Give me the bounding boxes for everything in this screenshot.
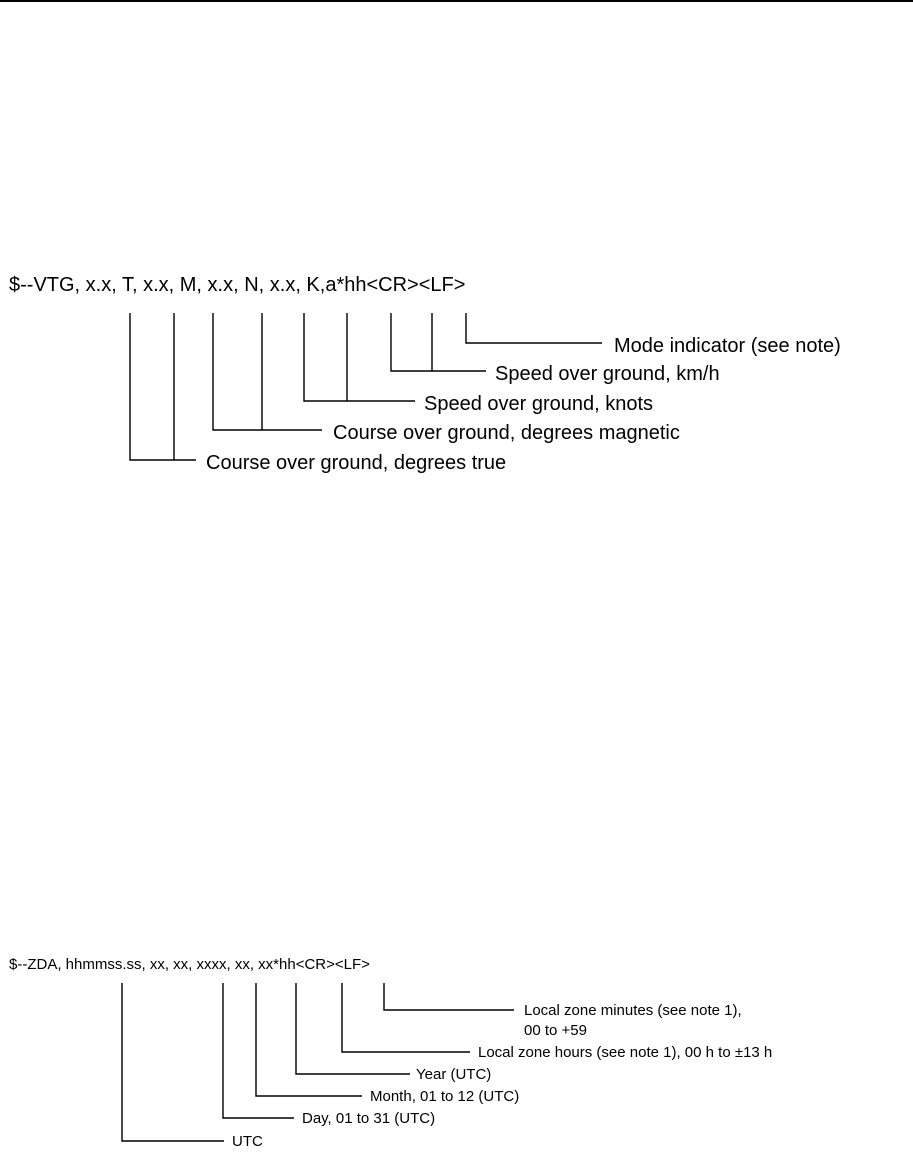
vtg-course-true-label: Course over ground, degrees true [206,452,507,474]
zda-zone-minutes-leader [384,983,514,1010]
zda-year-leader [296,983,410,1074]
zda-day-label: Day, 01 to 31 (UTC) [302,1110,436,1127]
zda-utc-label: UTC [232,1133,263,1150]
vtg-speed-kmh-leader [391,313,486,371]
vtg-course-magnetic-label: Course over ground, degrees magnetic [333,422,680,444]
zda-diagram [9,956,772,1150]
vtg-mode-label: Mode indicator (see note) [614,335,841,357]
zda-zone-hours-label: Local zone hours (see note 1), 00 h to ±13 h [478,1044,773,1061]
zda-sentence: $--ZDA, hhmmss.ss, xx, xx, xxxx, xx, xx*hh<CR><LF> [9,956,370,973]
vtg-sentence: $--VTG, x.x, T, x.x, M, x.x, N, x.x, K,a*hh<CR><LF> [9,274,466,296]
vtg-speed-kmh-label: Speed over ground, km/h [495,363,720,385]
vtg-mode-leader [466,313,602,343]
vtg-speed-knots-label: Speed over ground, knots [424,393,654,415]
vtg-diagram [9,274,841,474]
zda-utc-leader [122,983,224,1141]
zda-zone-minutes-label-line2: 00 to +59 [524,1022,587,1039]
vtg-speed-knots-leader [304,313,415,401]
zda-month-label: Month, 01 to 12 (UTC) [370,1088,520,1105]
zda-year-label: Year (UTC) [416,1066,492,1083]
zda-month-leader [256,983,362,1096]
zda-day-leader [223,983,294,1118]
zda-zone-hours-leader [342,983,470,1052]
zda-zone-minutes-label-line1: Local zone minutes (see note 1), [524,1002,742,1019]
vtg-course-magnetic-leader [213,313,322,430]
vtg-course-true-leader [130,313,196,460]
